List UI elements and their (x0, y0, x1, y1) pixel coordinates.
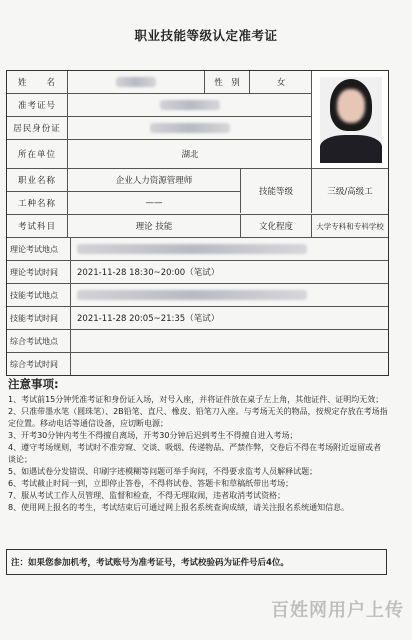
redacted-skill-place (77, 290, 307, 300)
row-comp-time (7, 352, 388, 375)
ticket-value (67, 94, 312, 116)
row-skill-time (7, 306, 388, 329)
photo-frame (311, 71, 388, 168)
gender-value: 女 (249, 71, 312, 93)
name-value (67, 71, 204, 93)
theory-time-value: 2021-11-28 18:30~20:00（笔试） (70, 261, 388, 283)
row-subject (7, 214, 388, 237)
note-item: 8、使用网上报名的考生，考试结束后可通过网上报名系统查询成绩，请关注报名系统通知信息。 (8, 503, 350, 512)
name-label: 姓 名 (17, 78, 56, 88)
row-id (7, 116, 312, 139)
id-label: 居民身份证 (13, 124, 61, 134)
subject-label: 考试科目 (17, 222, 56, 232)
trade-label: 工种名称 (17, 199, 56, 209)
comp-time-label: 综合考试时间 (10, 359, 58, 369)
redacted-ticket (160, 100, 220, 110)
skill-place-value (70, 284, 388, 306)
theory-time-label: 理论考试时间 (10, 267, 58, 277)
row-theory-time (7, 260, 388, 283)
row-skill-place (7, 283, 388, 306)
theory-place-value (70, 238, 388, 260)
note-item: 3、开考30分钟内考生不得擅自离场，开考30分钟后迟到考生不得擅自进入考场； (8, 431, 298, 440)
theory-place-label: 理论考试地点 (10, 244, 58, 254)
id-value (67, 117, 312, 139)
skill-place-label: 技能考试地点 (10, 290, 58, 300)
level-value: 三级/高级工 (311, 169, 388, 213)
ticket-label: 准考证号 (17, 101, 56, 111)
occupation-label: 职业名称 (17, 176, 56, 186)
page-title: 职业技能等级认定准考证 (134, 28, 278, 43)
note-item: 5、如遇试卷分发错误、印刷字迹模糊等问题可举手询问，不得要求监考人员解释试题； (8, 467, 318, 476)
redacted-id (150, 123, 230, 133)
row-trade (7, 191, 240, 214)
computer-exam-notice: 注：如果您参加机考，考试账号为准考证号，考试校验码为证件号后4位。 (6, 549, 387, 575)
info-table (6, 70, 389, 376)
skill-time-label: 技能考试时间 (10, 313, 58, 323)
occupation-value: 企业人力资源管理师 (67, 169, 240, 191)
note-item: 2、只准带墨水笔（圆珠笔）、2B铅笔、直尺、橡皮、铅笔刀入座。与考场无关的物品，按规定存放在考场指定位置。移动电话等通信设备，应切断电源； (8, 407, 388, 428)
gender-label: 性 别 (204, 71, 249, 93)
trade-value: —— (67, 192, 240, 214)
row-occupation (7, 169, 240, 191)
edu-label: 文化程度 (240, 215, 311, 237)
notes-heading: 注意事项: (8, 377, 59, 391)
redacted-name (116, 77, 156, 87)
level-label: 技能等级 (240, 169, 311, 213)
comp-place-value (70, 330, 388, 352)
row-unit (7, 139, 312, 168)
applicant-photo (320, 77, 382, 163)
comp-place-label: 综合考试地点 (10, 336, 58, 346)
note-item: 6、考试截止时间一到，立即停止答卷，不得将试卷、答题卡和草稿纸带出考场； (8, 479, 294, 488)
note-item: 1、考试前15分钟凭准考证和身份证入场，对号入座，并将证件放在桌子左上角，其他证件、证明均无效； (8, 395, 384, 404)
comp-time-value (70, 353, 388, 375)
watermark: 百姓网用户上传 (271, 600, 404, 621)
row-ticket (7, 93, 312, 116)
skill-time-value: 2021-11-28 20:05~21:35（笔试） (70, 307, 388, 329)
redacted-theory-place (77, 244, 307, 254)
note-item: 4、遵守考场规则，考试时不准旁窥、交谈、吸烟、传递物品、严禁作弊，交卷后不得在考场附近逗留或者谈论； (8, 443, 382, 464)
unit-label: 所在单位 (17, 150, 56, 160)
subject-value: 理论 技能 (67, 215, 240, 237)
row-name (7, 71, 312, 93)
note-item: 7、服从考试工作人员管理、监督和检查，不得无理取闹，违者取消考试资格； (8, 491, 286, 500)
row-theory-place (7, 237, 388, 260)
notes-section (8, 378, 388, 514)
row-comp-place (7, 329, 388, 352)
edu-value: 大学专科和专科学校 (311, 215, 388, 237)
unit-value: 湖北 (67, 140, 312, 168)
